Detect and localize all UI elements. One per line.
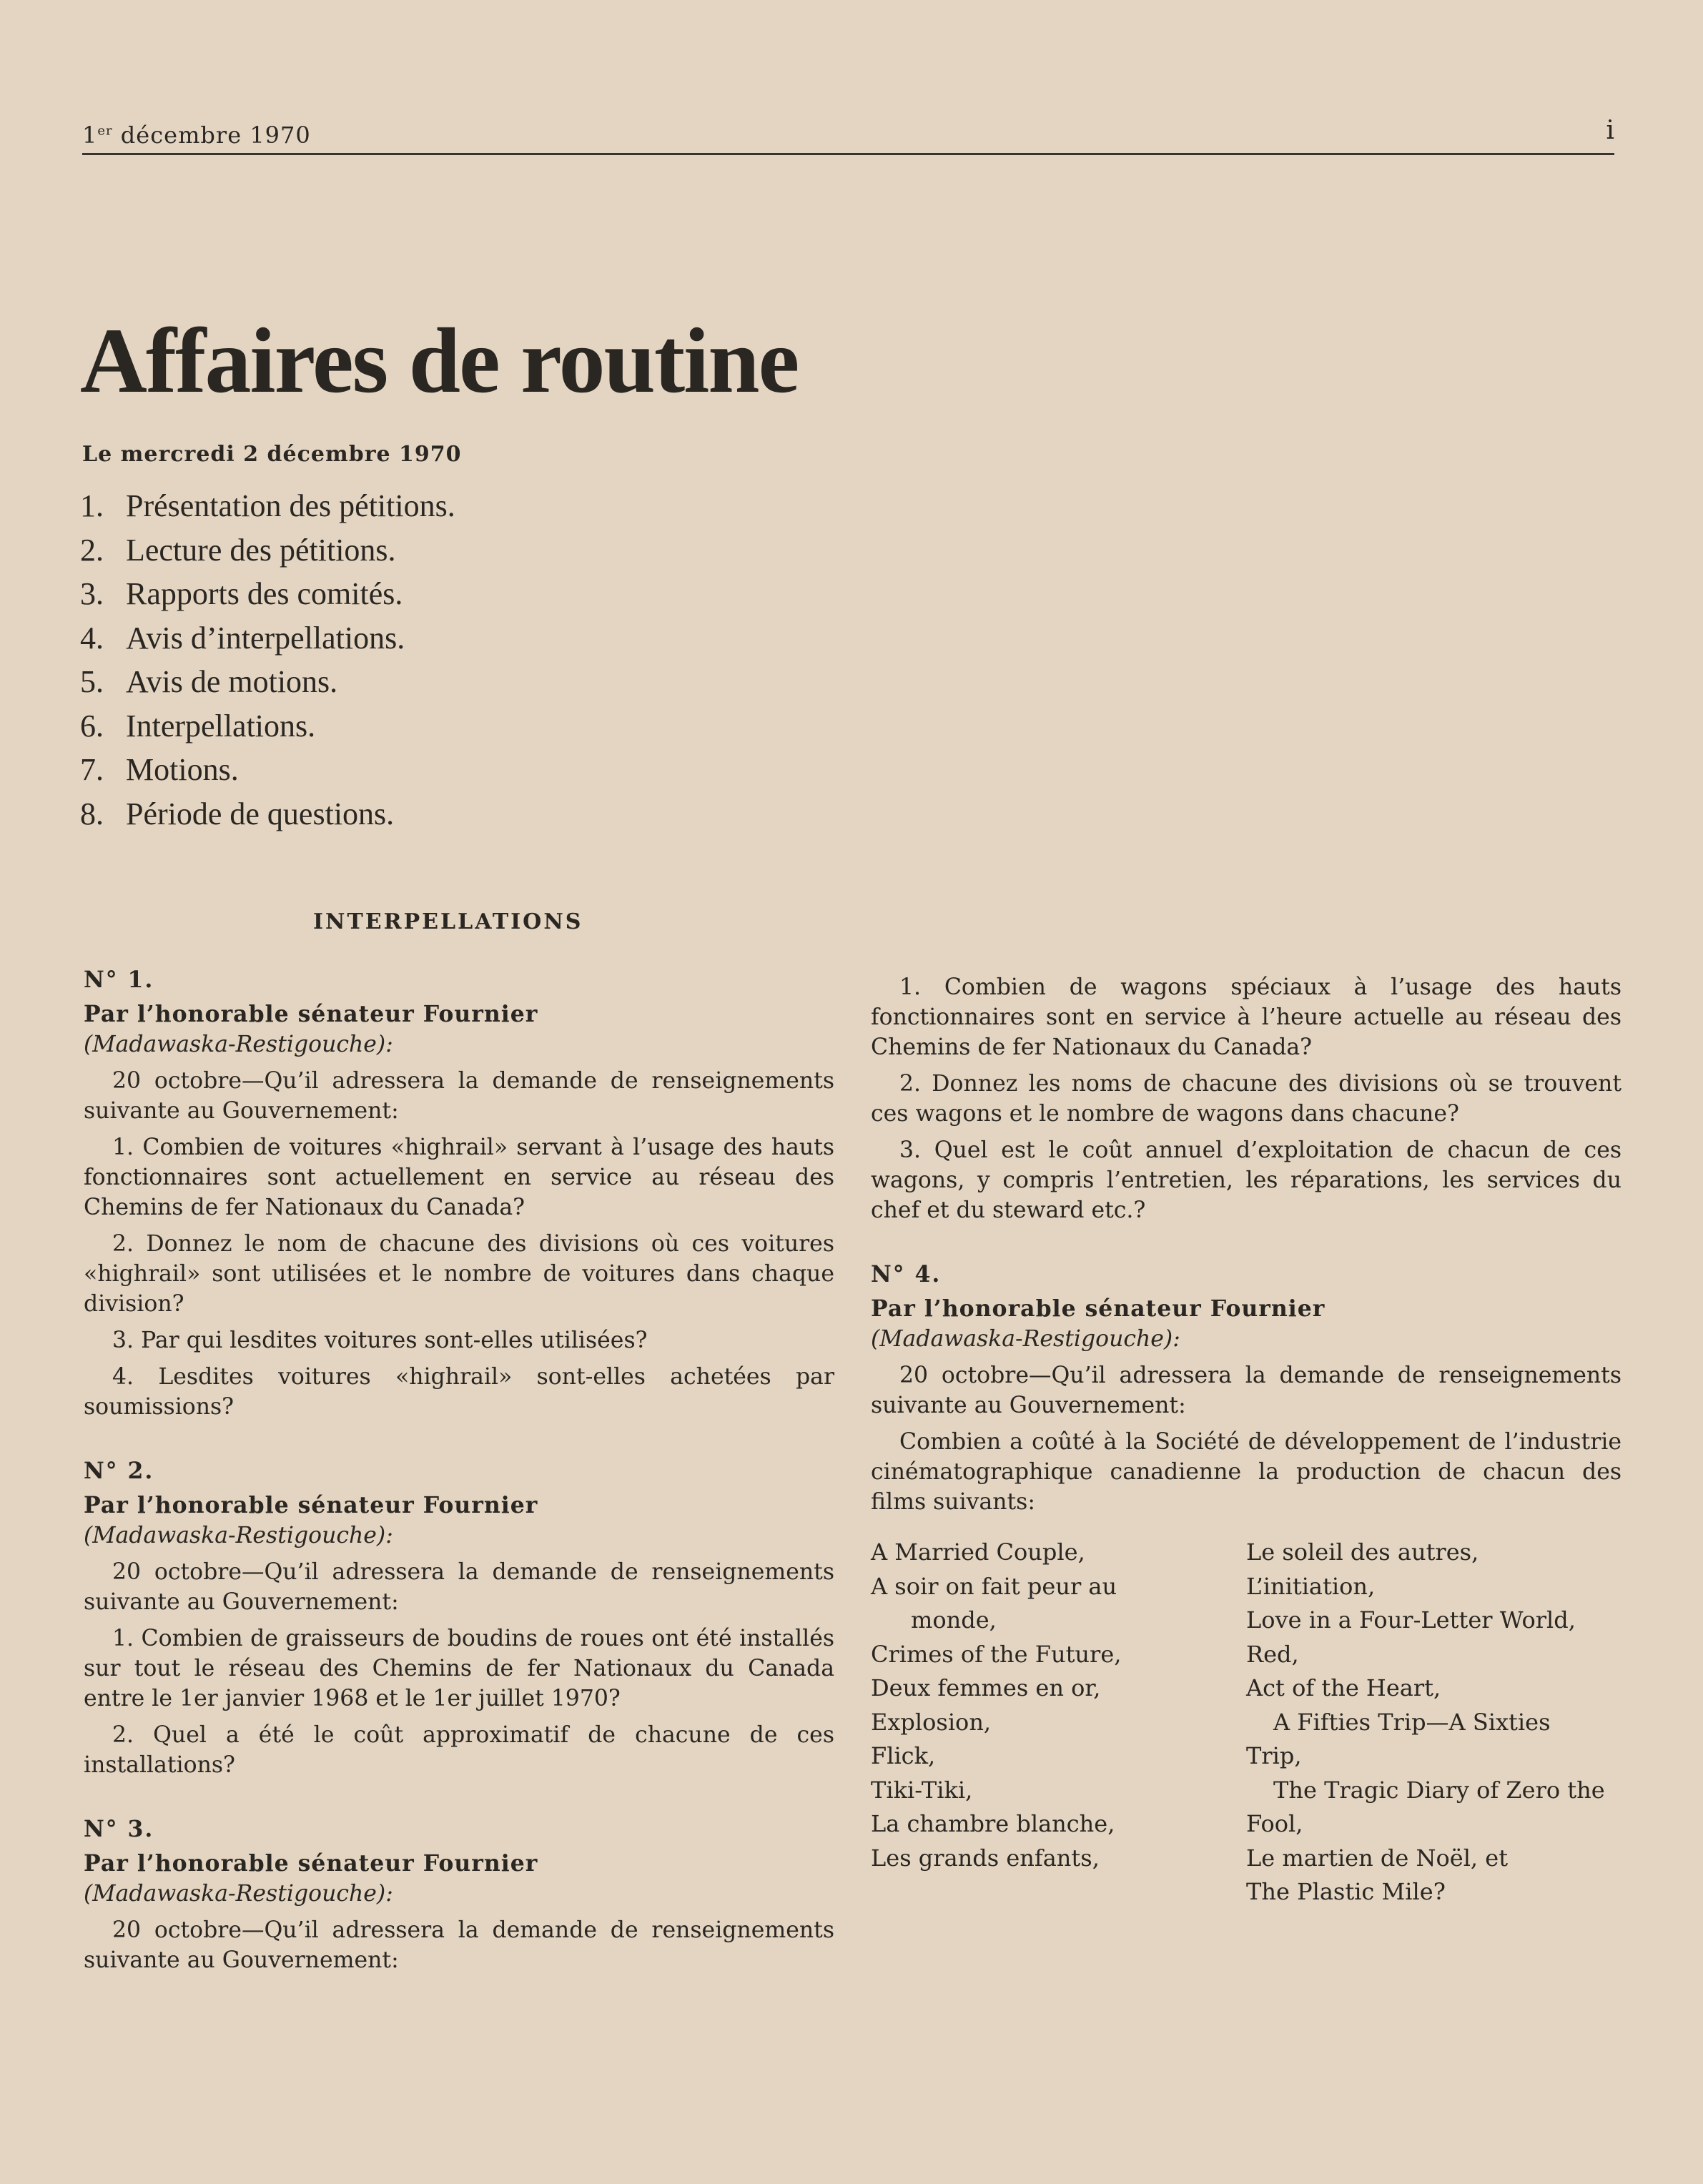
question-author: Par l’honorable sénateur Fournier — [871, 1295, 1326, 1322]
film-title: Crimes of the Future, — [871, 1640, 1122, 1668]
question-number: N° 4. — [871, 1261, 942, 1288]
question-item: 4. Lesdites voitures «highrail» sont-elles achetées par soumissions? — [84, 1364, 834, 1420]
film-title: Les grands enfants, — [871, 1844, 1100, 1872]
question-riding: (Madawaska-Restigouche): — [84, 1881, 393, 1907]
question-item: 1. Combien de graisseurs de boudins de roues ont été installés sur tout le réseau des Chemins de fer Nationaux du Canada entre le 1er janvier 1968 et le 1er juillet 1970? — [84, 1626, 834, 1711]
film-title: Fool, — [1246, 1810, 1303, 1837]
film-title: Trip, — [1246, 1742, 1302, 1769]
agenda-item: 8. Période de questions. — [80, 796, 395, 831]
section-heading: INTERPELLATIONS — [313, 909, 583, 934]
question-riding: (Madawaska-Restigouche): — [84, 1523, 393, 1548]
film-title: A Married Couple, — [871, 1538, 1085, 1566]
film-title: Le soleil des autres, — [1246, 1538, 1479, 1566]
question-intro: 20 octobre—Qu’il adressera la demande de renseignements suivante au Gouvernement: — [84, 1559, 834, 1615]
agenda-item: 4. Avis d’interpellations. — [80, 620, 405, 656]
film-title: L’initiation, — [1246, 1572, 1376, 1600]
question-intro: 20 octobre—Qu’il adressera la demande de renseignements suivante au Gouvernement: — [871, 1363, 1621, 1418]
question-riding: (Madawaska-Restigouche): — [84, 1032, 393, 1057]
film-title: A Fifties Trip—A Sixties — [1273, 1708, 1551, 1736]
question-author: Par l’honorable sénateur Fournier — [84, 1850, 538, 1877]
agenda-item: 5. Avis de motions. — [80, 664, 338, 699]
question-number: N° 1. — [84, 967, 154, 993]
agenda-item: 3. Rapports des comités. — [80, 576, 403, 611]
film-title: Act of the Heart, — [1246, 1674, 1441, 1701]
film-title: Explosion, — [871, 1708, 992, 1736]
film-list — [871, 1537, 1621, 1911]
page-header — [82, 116, 1614, 155]
question-text: Combien a coûté à la Société de développement de l’industrie cinématographique canadienne la production de chacun des films suivants: — [871, 1429, 1621, 1515]
question-author: Par l’honorable sénateur Fournier — [84, 1492, 538, 1518]
page-title: Affaires de routine — [80, 310, 799, 412]
question-item: 2. Donnez les noms de chacune des divisions où se trouvent ces wagons et le nombre de wagons dans chacune? — [871, 1071, 1621, 1127]
agenda-list — [80, 488, 455, 839]
question-riding: (Madawaska-Restigouche): — [871, 1326, 1180, 1352]
question-item: 3. Quel est le coût annuel d’exploitation de chacun de ces wagons, y compris l’entretien, les réparations, les services du chef et du steward etc.? — [871, 1137, 1621, 1223]
left-column — [84, 965, 834, 1975]
film-title: Tiki-Tiki, — [871, 1776, 973, 1804]
question-number: N° 2. — [84, 1458, 154, 1484]
film-title: monde, — [911, 1606, 997, 1634]
film-title: Deux femmes en or, — [871, 1674, 1101, 1701]
page-number: i — [1606, 116, 1614, 145]
header-date: 1er décembre 1970 — [82, 122, 311, 149]
film-title: Flick, — [871, 1742, 936, 1769]
question-item: 3. Par qui lesdites voitures sont-elles utilisées? — [112, 1328, 648, 1353]
question-intro: 20 octobre—Qu’il adressera la demande de renseignements suivante au Gouvernement: — [84, 1917, 834, 1973]
question-item: 2. Quel a été le coût approximatif de chacune de ces installations? — [84, 1722, 834, 1778]
agenda-item: 6. Interpellations. — [80, 708, 316, 743]
question-intro: 20 octobre—Qu’il adressera la demande de renseignements suivante au Gouvernement: — [84, 1068, 834, 1124]
film-title: Red, — [1246, 1640, 1299, 1668]
question-item: 1. Combien de wagons spéciaux à l’usage des hauts fonctionnaires sont en service à l’heure actuelle au réseau des Chemins de fer Nationaux du Canada? — [871, 974, 1621, 1060]
agenda-item: 2. Lecture des pétitions. — [80, 532, 396, 568]
film-title: A soir on fait peur au — [871, 1572, 1117, 1600]
question-item: 2. Donnez le nom de chacune des divisions où ces voitures «highrail» sont utilisées et le nombre de voitures dans chaque division? — [84, 1231, 834, 1317]
agenda-item: 7. Motions. — [80, 752, 239, 787]
film-title: The Tragic Diary of Zero the — [1273, 1776, 1605, 1804]
question-item: 1. Combien de voitures «highrail» servant à l’usage des hauts fonctionnaires sont actuellement en service au réseau des Chemins de fer Nationaux du Canada? — [84, 1135, 834, 1220]
film-title: La chambre blanche, — [871, 1810, 1115, 1837]
question-number: N° 3. — [84, 1816, 154, 1842]
film-column-right — [1246, 1537, 1621, 1911]
right-column — [871, 972, 1621, 1911]
agenda-item: 1. Présentation des pétitions. — [80, 488, 455, 523]
question-author: Par l’honorable sénateur Fournier — [84, 1001, 538, 1027]
film-title: Le martien de Noël, et — [1246, 1844, 1509, 1872]
film-title: The Plastic Mile? — [1246, 1878, 1446, 1905]
film-title: Love in a Four-Letter World, — [1246, 1606, 1576, 1634]
film-column-left — [871, 1537, 1246, 1911]
sitting-date: Le mercredi 2 décembre 1970 — [82, 442, 462, 467]
